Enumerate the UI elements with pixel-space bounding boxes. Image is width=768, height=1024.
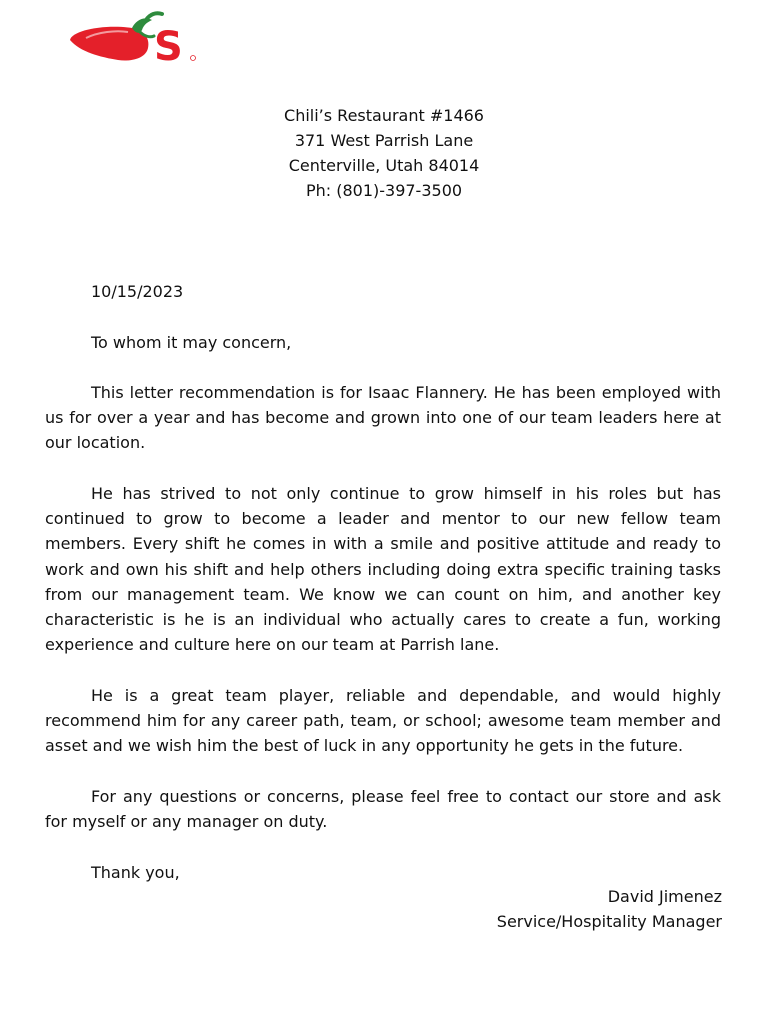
paragraph-introduction: This letter recommendation is for Isaac Flannery. He has been employed with us for over a year and has become and grown into one of our team leaders here at our location. — [45, 383, 721, 453]
city-state-zip: Centerville, Utah 84014 — [288, 156, 480, 175]
logo-wordmark: S — [154, 24, 183, 66]
signature-block — [497, 884, 722, 934]
letter-date: 10/15/2023 — [91, 282, 184, 301]
phone-number: Ph: (801)-397-3500 — [305, 181, 463, 200]
restaurant-address-block — [0, 103, 768, 203]
pepper-stem-icon — [132, 18, 152, 32]
paragraph-growth: He has strived to not only continue to grow himself in his roles but has continued to grow to become a leader and mentor to our new fellow team members. Every shift he comes in with a smile and positive attitude and ready to work and own his shift and help others including doing extra specific training tasks from our management team. We know we can count on him, and another key characteristic is he is an individual who actually cares to create a fun, working experience and culture here on our team at Parrish lane. — [45, 484, 721, 655]
salutation: To whom it may concern, — [91, 333, 292, 352]
signer-name: David Jimenez — [607, 887, 722, 906]
paragraph-recommendation: He is a great team player, reliable and dependable, and would highly recommend him for any career path, team, or school; awesome team member and asset and we wish him the best of luck in any opportunity he gets in the future. — [45, 686, 721, 756]
signer-title: Service/Hospitality Manager — [496, 912, 722, 931]
chilis-logo — [66, 10, 198, 66]
closing: Thank you, — [91, 863, 180, 882]
restaurant-name: Chili’s Restaurant #1466 — [284, 106, 484, 125]
street-address: 371 West Parrish Lane — [294, 131, 474, 150]
paragraph-contact: For any questions or concerns, please feel free to contact our store and ask for myself or any manager on duty. — [45, 787, 721, 832]
